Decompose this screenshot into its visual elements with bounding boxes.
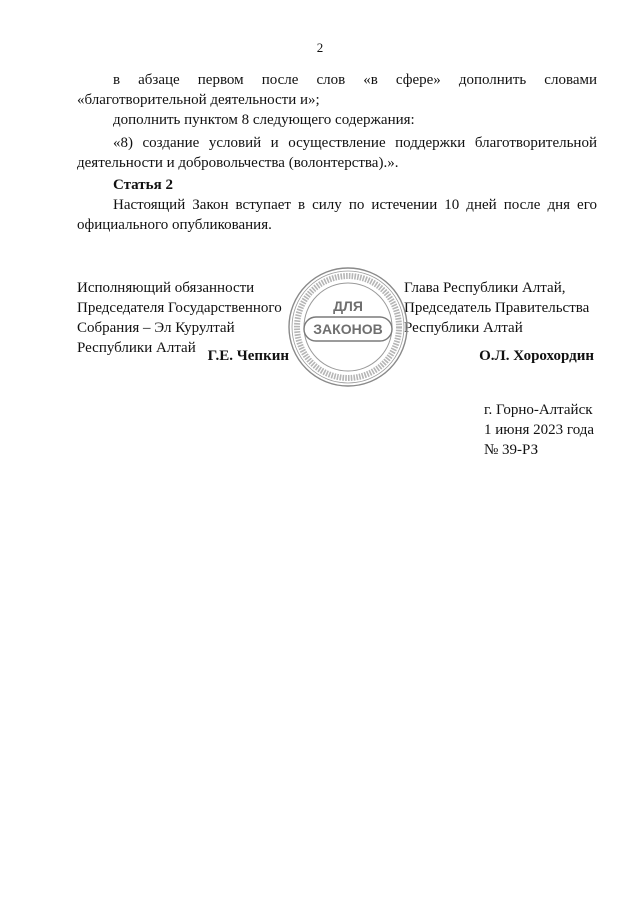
signature-left bbox=[77, 278, 292, 364]
official-stamp bbox=[286, 265, 410, 389]
paragraph-amendment-2 bbox=[77, 110, 597, 130]
article-heading: Статья 2 bbox=[113, 177, 173, 193]
signature-title-line: Глава Республики Алтай, bbox=[404, 280, 566, 296]
paragraph-line: официального опубликования. bbox=[77, 217, 272, 233]
paragraph-line: в абзаце первом после слов «в сфере» дополнить словами bbox=[113, 72, 597, 88]
signatory-name: Г.Е. Чепкин bbox=[207, 348, 289, 364]
paragraph-line: деятельности и добровольчества (волонтерства).». bbox=[77, 155, 399, 171]
paragraph-article-2-cont bbox=[77, 215, 597, 235]
page-number: 2 bbox=[316, 40, 324, 55]
signature-title-line: Председатель Правительства bbox=[404, 300, 590, 316]
signature-title-line: Исполняющий обязанности bbox=[77, 280, 255, 296]
signatory-name: О.Л. Хорохордин bbox=[479, 348, 594, 364]
signature-right bbox=[404, 278, 599, 364]
paragraph-line: «благотворительной деятельности и»; bbox=[77, 92, 320, 108]
paragraph-line: дополнить пунктом 8 следующего содержания: bbox=[113, 112, 415, 128]
paragraph-line: «8) создание условий и осуществление поддержки благотворительной bbox=[113, 135, 597, 151]
signature-title-line: Республики Алтай bbox=[77, 340, 196, 356]
paragraph-amendment-3 bbox=[77, 133, 597, 153]
paragraph-line: Настоящий Закон вступает в силу по истечении 10 дней после дня его bbox=[113, 197, 597, 213]
law-date: 1 июня 2023 года bbox=[484, 422, 595, 438]
stamp-text-main: ЗАКОНОВ bbox=[313, 321, 383, 337]
signature-title-line: Республики Алтай bbox=[404, 320, 523, 336]
place-city: г. Горно-Алтайск bbox=[484, 402, 593, 418]
paragraph-article-2 bbox=[77, 195, 597, 215]
stamp-text-top: ДЛЯ bbox=[333, 298, 363, 314]
law-number: № 39-РЗ bbox=[484, 442, 539, 458]
paragraph-amendment-1 bbox=[77, 70, 597, 90]
signature-title-line: Председателя Государственного bbox=[77, 300, 282, 316]
paragraph-amendment-3-cont bbox=[77, 153, 597, 173]
signature-title-line: Собрания – Эл Курултай bbox=[77, 320, 235, 336]
place-date-block bbox=[484, 400, 614, 460]
paragraph-amendment-1-cont bbox=[77, 90, 597, 110]
